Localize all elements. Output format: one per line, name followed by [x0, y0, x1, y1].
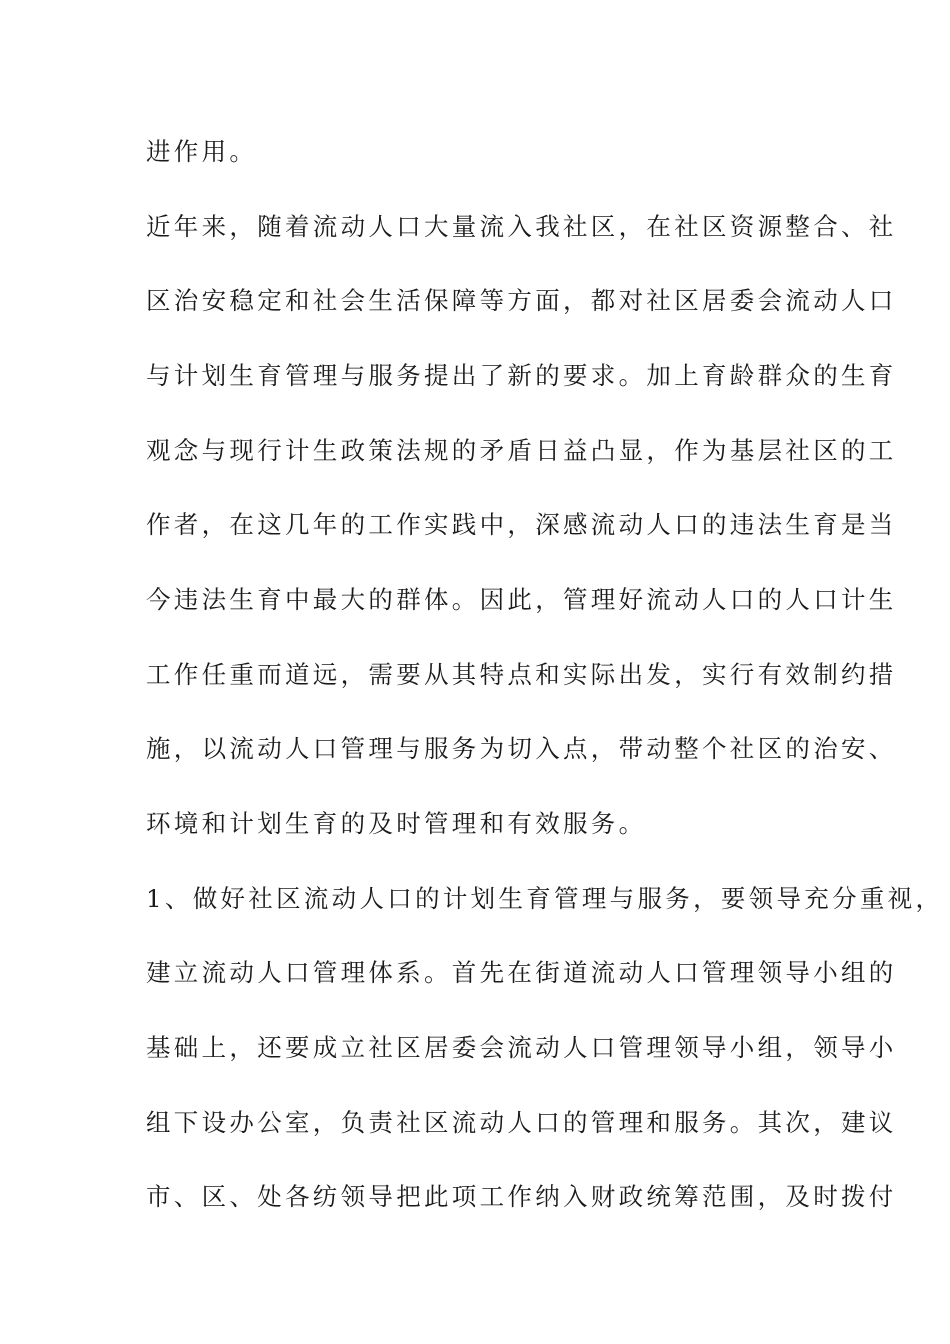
text-line: 进作用。 [146, 137, 258, 166]
text-line: 工作任重而道远，需要从其特点和实际出发，实行有效制约措 [146, 660, 897, 689]
text-line: 区治安稳定和社会生活保障等方面，都对社区居委会流动人口 [146, 286, 897, 315]
text-line: 作者，在这几年的工作实践中，深感流动人口的违法生育是当 [146, 510, 897, 539]
text-line: 建立流动人口管理体系。首先在街道流动人口管理领导小组的 [146, 958, 897, 987]
text-line: 基础上，还要成立社区居委会流动人口管理领导小组，领导小 [146, 1033, 897, 1062]
text-line: 施，以流动人口管理与服务为切入点，带动整个社区的治安、 [146, 734, 897, 763]
text-line: 与计划生育管理与服务提出了新的要求。加上育龄群众的生育 [146, 361, 897, 390]
text-line: 近年来，随着流动人口大量流入我社区，在社区资源整合、社 [146, 212, 897, 241]
text-line: 组下设办公室，负责社区流动人口的管理和服务。其次，建议 [146, 1108, 897, 1137]
text-line: 环境和计划生育的及时管理和有效服务。 [146, 809, 647, 838]
text-line: 今违法生育中最大的群体。因此，管理好流动人口的人口计生 [146, 585, 897, 614]
text-line: 观念与现行计生政策法规的矛盾日益凸显，作为基层社区的工 [146, 436, 897, 465]
text-line: 市、区、处各纺领导把此项工作纳入财政统筹范围，及时拨付 [146, 1182, 897, 1211]
text-line: 1、做好社区流动人口的计划生育管理与服务，要领导充分重视， [146, 884, 944, 913]
